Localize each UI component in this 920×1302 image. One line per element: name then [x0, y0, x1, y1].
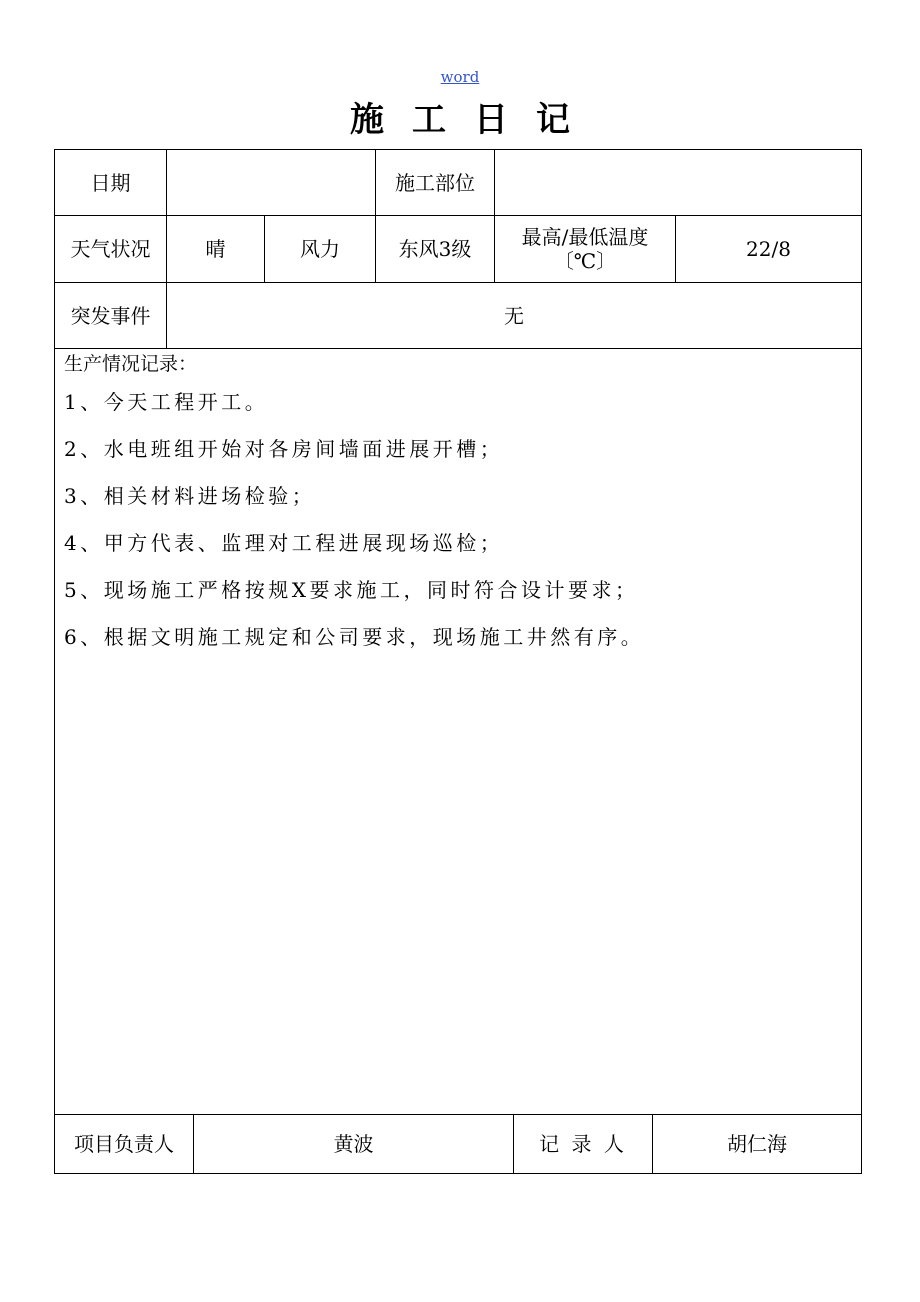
weather-label: 天气状况 [70, 237, 151, 261]
wind-label: 风力 [300, 237, 340, 261]
temperature-label-line2: 〔℃〕 [553, 249, 617, 273]
incident-label: 突发事件 [70, 303, 151, 328]
record-item: 4、甲方代表、监理对工程进展现场巡检； [64, 531, 504, 555]
row-divider [54, 348, 862, 349]
word-link[interactable]: word [440, 68, 480, 86]
record-item: 6、根据文明施工规定和公司要求，现场施工井然有序。 [64, 625, 645, 649]
recorder-label: 记 录 人 [539, 1132, 627, 1156]
record-item: 1、今天工程开工。 [64, 390, 269, 414]
production-records [64, 352, 854, 649]
manager-name: 黄波 [333, 1132, 374, 1156]
weather-value: 晴 [205, 237, 226, 261]
temperature-label-line1: 最高/最低温度 [521, 225, 649, 249]
record-item: 3、相关材料进场检验； [64, 484, 316, 508]
wind-value: 东风3级 [398, 237, 472, 261]
location-value[interactable] [495, 150, 861, 215]
manager-label: 项目负责人 [74, 1132, 174, 1156]
date-value[interactable] [167, 150, 375, 215]
page-title: 施工日记 [350, 100, 598, 140]
record-item: 2、水电班组开始对各房间墙面进展开槽； [64, 437, 504, 461]
date-label: 日期 [90, 170, 131, 195]
recorder-name: 胡仁海 [727, 1132, 787, 1156]
location-label: 施工部位 [395, 170, 475, 195]
temperature-label [495, 216, 675, 282]
production-label: 生产情况记录： [64, 353, 198, 375]
temperature-value: 22/8 [746, 237, 791, 261]
incident-value: 无 [504, 303, 524, 328]
record-item: 5、现场施工严格按规X要求施工，同时符合设计要求； [64, 578, 639, 602]
